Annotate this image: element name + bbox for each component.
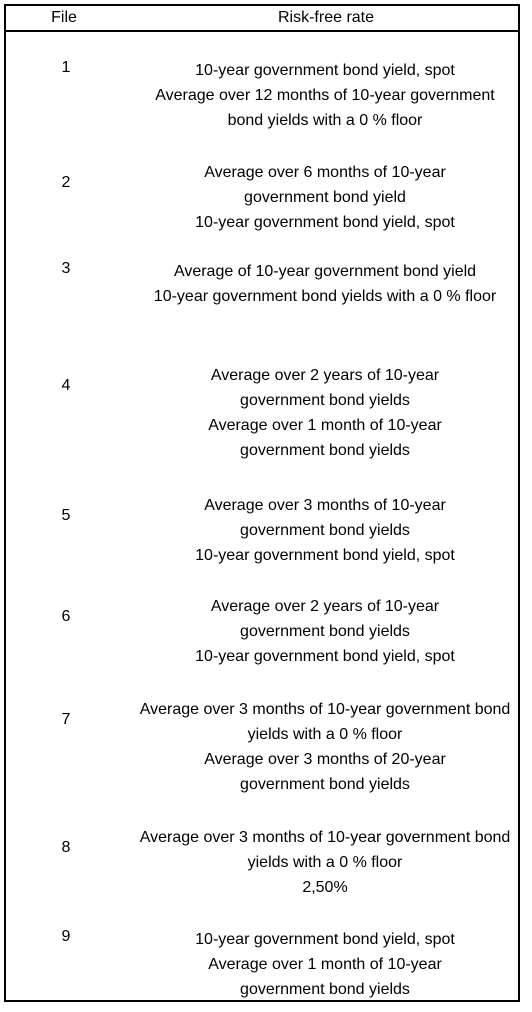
risk-free-rate: Average over 12 months of 10-year government bond yields with a 0 % floor (155, 87, 495, 129)
risk-free-rate: Average over 3 months of 10-year government bond yields with a 0 % floor (139, 829, 511, 871)
file-number: 6 (61, 608, 71, 625)
risk-free-rate: 10-year government bond yield, spot (195, 62, 455, 79)
risk-free-rate: Average over 6 months of 10-year government bond yield (204, 164, 446, 206)
file-number: 9 (61, 928, 71, 945)
risk-free-rate: Average over 1 month of 10-year government bond yields (208, 956, 442, 998)
file-number: 3 (61, 260, 71, 277)
risk-free-rate: 10-year government bond yield, spot (195, 648, 455, 665)
file-number: 5 (61, 507, 71, 524)
risk-free-rate: 10-year government bond yields with a 0 % floor (153, 288, 497, 305)
file-number: 2 (61, 174, 71, 191)
risk-free-rate: Average over 3 months of 10-year government bond yields with a 0 % floor (139, 701, 511, 743)
file-number: 1 (61, 59, 71, 76)
risk-free-rate: Average over 2 years of 10-year government bond yields (210, 598, 440, 640)
table-header (4, 4, 520, 32)
risk-free-rate: 10-year government bond yield, spot (195, 214, 455, 231)
risk-free-rate: Average of 10-year government bond yield (173, 263, 477, 280)
file-number: 7 (61, 711, 71, 728)
file-number: 8 (61, 839, 71, 856)
risk-free-rate: Average over 1 month of 10-year government bond yields (208, 417, 442, 459)
risk-free-rate: Average over 2 years of 10-year government bond yields (210, 367, 440, 409)
header-risk-free-rate: Risk-free rate (277, 9, 375, 26)
risk-free-rate: Average over 3 months of 20-year government bond yields (204, 751, 446, 793)
risk-free-rate: 10-year government bond yield, spot (195, 547, 455, 564)
risk-free-rate: 10-year government bond yield, spot (195, 931, 455, 948)
header-file: File (51, 9, 77, 26)
file-number: 4 (61, 377, 71, 394)
risk-free-rate: Average over 3 months of 10-year government bond yields (204, 497, 446, 539)
risk-free-rate: 2,50% (302, 879, 348, 896)
